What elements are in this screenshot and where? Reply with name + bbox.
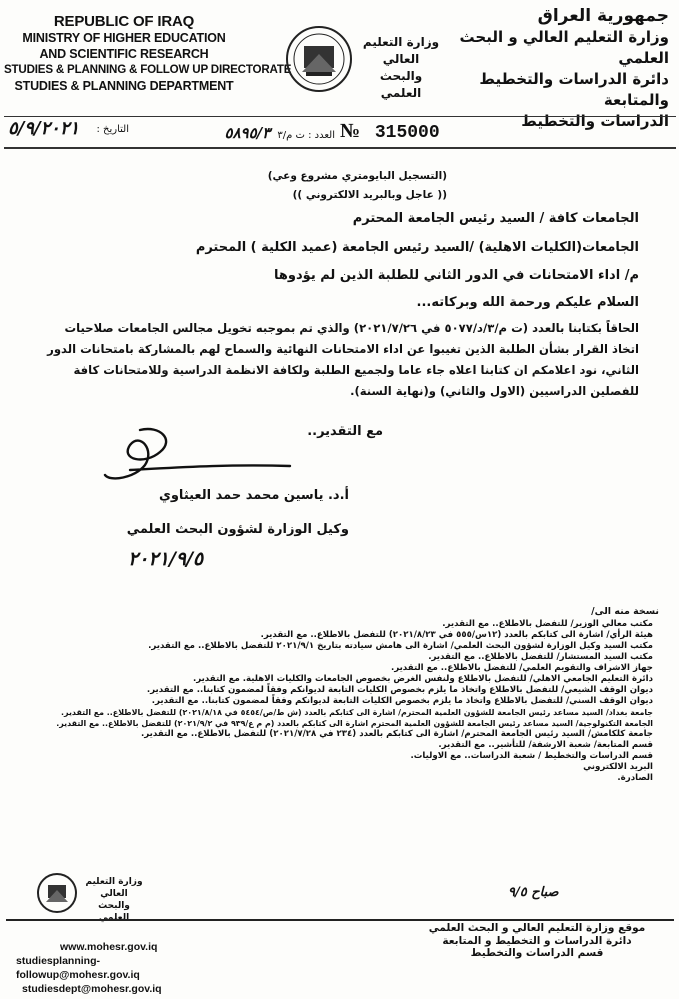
- paragraph-line: الحاقاً بكتابنا بالعدد (ت م/٣/د/٥٠٧٧ في ٢٠٢١/٧/٢٦) والذي تم بموجبه تخويل مجالس الجامعات صلاحيات: [64, 321, 639, 335]
- header-en-line: AND SCIENTIFIC RESEARCH: [39, 47, 209, 61]
- signer-title: وكيل الوزارة لشؤون البحث العلمي: [126, 522, 349, 537]
- letter-date-value: ٥/٩/٢٠٢١: [8, 118, 80, 139]
- body-paragraph: [47, 318, 639, 402]
- copy-item: هيئة الرأي/ اشارة الى كتابكم بالعدد (١٢س/٥٥٥ في ٢٠٢١/٨/٢٣) للتفضل بالاطلاع.. مع التقدير.: [260, 630, 653, 640]
- signature-scribble: [100, 420, 300, 495]
- copy-item: مكتب السيد وكيل الوزارة لشؤون البحث العلمي/ اشارة الى هامش سيادته بتاريخ ٢٠٢١/٩/١ للتفضل بالاطلاع.. مع التقدير.: [148, 641, 653, 651]
- header-en-line: STUDIES & PLANNING & FOLLOW UP DIRECTORATE: [4, 63, 292, 76]
- signer-name: أ.د. ياسين محمد حمد العيثاوي: [158, 488, 349, 503]
- header-ar-line: دائرة الدراسات والتخطيط والمتابعة: [479, 70, 669, 109]
- copies-list: [13, 619, 653, 784]
- header-ar-line: وزارة التعليم العالي و البحث العلمي: [459, 28, 669, 67]
- copy-item: قسم المتابعة/ شعبة الارشفة/ للتأشير.. مع التقدير.: [438, 740, 653, 750]
- preparer-initials: صباح ٩/٥: [508, 885, 559, 900]
- letter-number-label: العدد : ت م/٣: [277, 130, 335, 141]
- letter-number: [224, 124, 335, 142]
- serial-number: [340, 120, 440, 143]
- letter-date-label: التاريخ :: [96, 124, 129, 135]
- ministry-logo: [284, 24, 444, 100]
- paragraph-line: اتخاذ القرار بشأن الطلبة الذين تغيبوا عن اداء الامتحانات النهائية والسماح لهم بالمشاركة بامتحانات الدور: [47, 342, 639, 356]
- copy-item: الجامعة التكنولوجية/ السيد مساعد رئيس الجامعة للشؤون العلمية المحترم اشارة الى كتابكم بالعدد (م م ع/٩٣٩ في ٢٠٢١/٩/٢) للتفضل بالاطلاع.. مع التقدير.: [56, 719, 653, 728]
- logo-caption: [358, 34, 444, 102]
- footer-logo-caption-line: والبحث العلمي: [98, 901, 130, 923]
- serial-symbol: №: [340, 120, 361, 142]
- regards-line: مع التقدير..: [307, 424, 383, 439]
- paragraph-line: الثاني، نود اعلامكم ان كتابنا اعلاه جاء عاما ولجميع الطلبة ولكافة الانظمة الدراسية وللامتحانات كافة: [73, 363, 639, 377]
- note-urgent: (( عاجل وبالبريد الالكتروني )): [292, 189, 447, 201]
- footer-emblem-icon: [36, 872, 78, 914]
- header-en-line: REPUBLIC OF IRAQ: [53, 13, 195, 30]
- header-ar-line: الدراسات والتخطيط: [521, 112, 669, 130]
- signature-date: ٢٠٢١/٩/٥: [128, 548, 204, 570]
- footer-contacts: [16, 940, 216, 996]
- copy-item: جامعة كلكامش/ السيد رئيس الجامعة المحترم/ اشارة الى كتابكم بالعدد (٢٣٤ في ٢٠٢١/٧/٢٨) للتفضل بالاطلاع.. مع التقدير.: [141, 729, 653, 739]
- copies-heading: نسخة منه الى/: [591, 606, 659, 617]
- footer-divider: [6, 919, 674, 921]
- copy-item: ديوان الوقف الشيعي/ للتفضل بالاطلاع واتخاذ ما يلزم بخصوص الكليات التابعة لديوانكم وفقاً لمضمون كتابنا.. مع التقدير.: [146, 685, 653, 695]
- copy-item: مكتب السيد المستشار/ للتفضل بالاطلاع.. مع التقدير.: [428, 652, 653, 662]
- copy-item: الصادرة.: [617, 773, 653, 783]
- email-link[interactable]: studiesplanning-followup@mohesr.gov.iq: [16, 955, 140, 981]
- copy-item: البريد الالكتروني: [583, 762, 653, 772]
- logo-caption-line: والبحث العلمي: [379, 69, 423, 100]
- copy-item: جامعة بغداد/ السيد مساعد رئيس الجامعة للشؤون العلمية المحترم/ اشارة الى كتابكم بالعدد (ش ط/ص/٥٤٥٤ في ٢٠٢١/٨/١٨) للتفضل بالاطلاع.. مع التقدير.: [61, 708, 653, 717]
- footer-arabic-block: [407, 922, 667, 960]
- paragraph-line: للفصلين الدراسيين (الاول والثاني) و(نهاية السنة).: [350, 384, 639, 398]
- copy-item: ديوان الوقف السني/ للتفضل بالاطلاع واتخاذ ما يلزم بخصوص الكليات التابعة لديوانكم وفقاً لمضمون كتابنا.. مع التقدير.: [151, 696, 653, 706]
- footer-logo-caption: [82, 876, 146, 924]
- website-link[interactable]: www.mohesr.gov.iq: [60, 941, 158, 953]
- ministry-emblem-icon: [284, 24, 354, 94]
- letter-date: [96, 124, 129, 135]
- copy-item: جهاز الاشراف والتقويم العلمي/ للتفضل بالاطلاع.. مع التقدير.: [390, 663, 653, 673]
- addressee-line: الجامعات كافة / السيد رئيس الجامعة المحترم: [352, 211, 639, 226]
- footer-ar-line: قسم الدراسات والتخطيط: [470, 947, 604, 959]
- subject-line: م/ اداء الامتحانات في الدور الثاني للطلبة الذين لم يؤدوها: [274, 268, 639, 283]
- addressee-line: الجامعات(الكليات الاهلية) /السيد رئيس الجامعة (عميد الكلية ) المحترم: [195, 240, 639, 255]
- header-english-block: [4, 13, 292, 94]
- copy-item: قسم الدراسات والتخطيط / شعبة الدراسات.. مع الاوليات.: [410, 751, 653, 761]
- letter-number-value: ٥٨٩٥/٣: [224, 124, 271, 142]
- header-arabic-block: [439, 6, 669, 132]
- serial-value: 315000: [374, 123, 440, 143]
- footer-logo: [36, 868, 146, 923]
- copy-item: دائرة التعليم الجامعي الاهلي/ للتفضل بالاطلاع ولنفس الغرض بخصوص الجامعات والكليات الاهلية. مع التقدير.: [192, 674, 653, 684]
- footer-ar-line: دائرة الدراسات و التخطيط و المتابعة: [442, 934, 632, 947]
- email-link[interactable]: studiesdept@mohesr.gov.iq: [22, 983, 162, 995]
- footer-logo-caption-line: وزارة التعليم العالي: [85, 877, 143, 899]
- header-en-line: MINISTRY OF HIGHER EDUCATION: [22, 31, 226, 45]
- copy-item: مكتب معالي الوزير/ للتفضل بالاطلاع.. مع التقدير.: [442, 619, 653, 629]
- footer-ar-line: موقع وزارة التعليم العالي و البحث العلمي: [428, 922, 646, 934]
- logo-caption-line: وزارة التعليم العالي: [362, 35, 440, 66]
- greeting-line: السلام عليكم ورحمة الله وبركاته...: [416, 295, 639, 310]
- note-biometric: (التسجيل البايومتري مشروع وعي): [267, 170, 447, 182]
- header-ar-line: جمهورية العراق: [537, 6, 669, 26]
- header-en-line: STUDIES & PLANNING DEPARTMENT: [14, 79, 234, 93]
